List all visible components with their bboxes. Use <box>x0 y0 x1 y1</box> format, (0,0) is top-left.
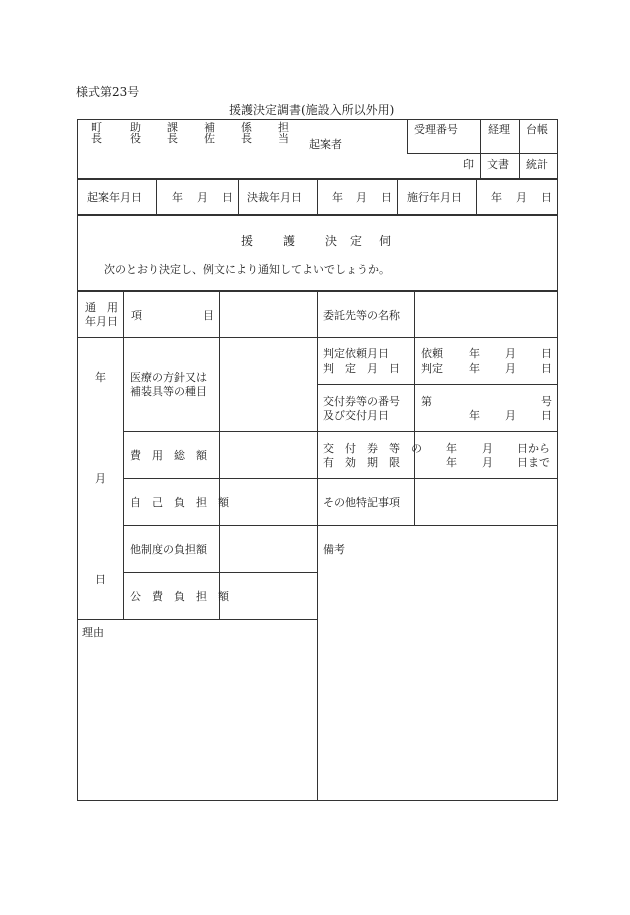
ledger-label: 台帳 <box>526 123 548 136</box>
accounting-label: 経理 <box>488 123 510 136</box>
decision-date-label: 決裁年月日 <box>247 191 302 204</box>
inquiry-heading-4: 定 <box>350 234 363 248</box>
approval-chief-2: 長 <box>241 132 252 145</box>
enforcement-month: 月 <box>516 191 527 204</box>
form-number: 様式第23号 <box>76 85 140 99</box>
approval-deputy-1: 助 <box>130 121 141 134</box>
draft-day: 日 <box>222 191 233 204</box>
voucher-number-line2: 及び交付月日 <box>323 409 389 422</box>
validity-until-year: 年 <box>446 456 457 469</box>
statistics-label: 統計 <box>526 158 548 171</box>
judgment-date-label: 判 定 月 日 <box>323 362 400 375</box>
inquiry-section <box>77 215 558 291</box>
other-system-burden-label: 他制度の負担額 <box>130 543 207 556</box>
treatment-line1: 医療の方針又は <box>130 371 207 384</box>
validity-from-suffix: 日から <box>517 442 550 455</box>
contractor-name-label: 委託先等の名称 <box>323 309 400 322</box>
request-month: 月 <box>505 347 516 360</box>
approval-mayor-2: 長 <box>91 132 102 145</box>
form-title: 援護決定調書(施設入所以外用) <box>229 103 395 117</box>
approval-section-2: 長 <box>167 132 178 145</box>
decision-year: 年 <box>332 191 343 204</box>
public-burden-label: 公 費 負 担 額 <box>130 590 229 603</box>
approval-assistant-2: 佐 <box>204 132 215 145</box>
validity-until-month: 月 <box>482 456 493 469</box>
remarks-label: 備考 <box>323 543 345 556</box>
enforcement-date-label: 施行年月日 <box>407 191 462 204</box>
inquiry-heading-1: 援 <box>241 234 254 248</box>
treatment-line2: 補装具等の種目 <box>130 385 207 398</box>
inquiry-heading-2: 護 <box>283 234 296 248</box>
voucher-number-line1: 交付券等の番号 <box>323 395 400 408</box>
validity-line1: 交 付 券 等 の <box>323 442 422 455</box>
applicable-date-line2: 年月日 <box>85 315 118 328</box>
item-label-end: 目 <box>203 309 214 322</box>
draft-date-label: 起案年月日 <box>87 191 142 204</box>
inquiry-heading-3: 決 <box>325 234 338 248</box>
item-label-start: 項 <box>131 309 142 322</box>
judgment-request-date-label: 判定依頼月日 <box>323 347 389 360</box>
judgment-day: 日 <box>541 362 552 375</box>
validity-from-year: 年 <box>446 442 457 455</box>
drafter-label: 起案者 <box>309 138 342 151</box>
validity-line2: 有 効 期 限 <box>323 456 400 469</box>
approval-section-1: 課 <box>167 121 178 134</box>
draft-year: 年 <box>172 191 183 204</box>
applicable-date-line1: 通 用 <box>85 301 118 314</box>
approval-charge-1: 担 <box>278 121 289 134</box>
total-cost-label: 費 用 総 額 <box>130 449 207 462</box>
approval-mayor-1: 町 <box>91 121 102 134</box>
receipt-number-label: 受理番号 <box>414 123 458 136</box>
documents-label: 文書 <box>487 158 509 171</box>
inquiry-text: 次のとおり決定し、例文により通知してよいでしょうか。 <box>104 263 390 276</box>
inquiry-heading-5: 伺 <box>379 234 392 248</box>
voucher-month: 月 <box>505 409 516 422</box>
approval-chief-1: 係 <box>241 121 252 134</box>
judgment-month: 月 <box>505 362 516 375</box>
decision-day: 日 <box>381 191 392 204</box>
request-day: 日 <box>541 347 552 360</box>
judgment-label: 判定 <box>421 362 443 375</box>
validity-from-month: 月 <box>482 442 493 455</box>
validity-until-suffix: 日まで <box>517 456 550 469</box>
approval-deputy-2: 役 <box>130 132 141 145</box>
vertical-month: 月 <box>95 472 106 485</box>
voucher-gou: 号 <box>541 395 552 408</box>
other-notes-label: その他特記事項 <box>323 496 400 509</box>
vertical-year: 年 <box>95 371 106 384</box>
seal-label: 印 <box>463 158 474 171</box>
enforcement-year: 年 <box>491 191 502 204</box>
request-year: 年 <box>469 347 480 360</box>
draft-month: 月 <box>197 191 208 204</box>
judgment-year: 年 <box>469 362 480 375</box>
approval-charge-2: 当 <box>278 132 289 145</box>
voucher-year: 年 <box>469 409 480 422</box>
self-burden-label: 自 己 負 担 額 <box>130 496 229 509</box>
voucher-day: 日 <box>541 409 552 422</box>
decision-month: 月 <box>356 191 367 204</box>
approval-assistant-1: 補 <box>204 121 215 134</box>
reason-label: 理由 <box>82 626 104 639</box>
voucher-dai: 第 <box>421 395 432 408</box>
request-label: 依頼 <box>421 347 443 360</box>
vertical-day: 日 <box>95 573 106 586</box>
enforcement-day: 日 <box>541 191 552 204</box>
